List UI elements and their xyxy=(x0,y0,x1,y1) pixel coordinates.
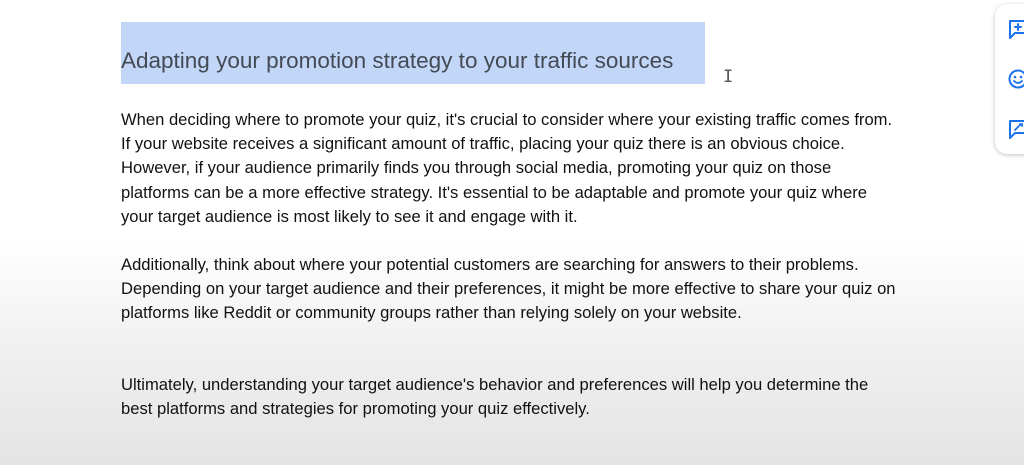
add-comment-button[interactable] xyxy=(1007,18,1024,40)
emoji-reaction-icon xyxy=(1007,68,1024,90)
suggest-edits-icon xyxy=(1007,118,1024,140)
add-comment-icon xyxy=(1007,18,1024,40)
heading-selection-highlight xyxy=(121,22,705,84)
suggest-edits-button[interactable] xyxy=(1007,118,1024,140)
document-heading[interactable]: Adapting your promotion strategy to your traffic sources xyxy=(121,48,674,73)
paragraph-1[interactable]: When deciding where to promote your quiz, it's crucial to consider where your existing traffic comes from. If your website receives a significant amount of traffic, placing your quiz there is an obvious choice. However, if your audience primarily finds you through social media, promoting your quiz on those platforms can be a more effective strategy. It's essential to be adaptable and promote your quiz where your target audience is most likely to see it and engage with it. xyxy=(121,110,893,226)
text-cursor-icon: I xyxy=(723,67,734,87)
side-action-toolbar xyxy=(995,4,1024,154)
emoji-reaction-button[interactable] xyxy=(1007,68,1024,90)
paragraph-2[interactable]: Additionally, think about where your potential customers are searching for answers to their problems. Depending on your target audience and their preferences, it might be more effective to share your quiz on platforms like Reddit or community groups rather than relying solely on your website. xyxy=(121,255,896,323)
paragraph-3[interactable]: Ultimately, understanding your target audience's behavior and preferences will help you determine the best platforms and strategies for promoting your quiz effectively. xyxy=(121,375,869,419)
